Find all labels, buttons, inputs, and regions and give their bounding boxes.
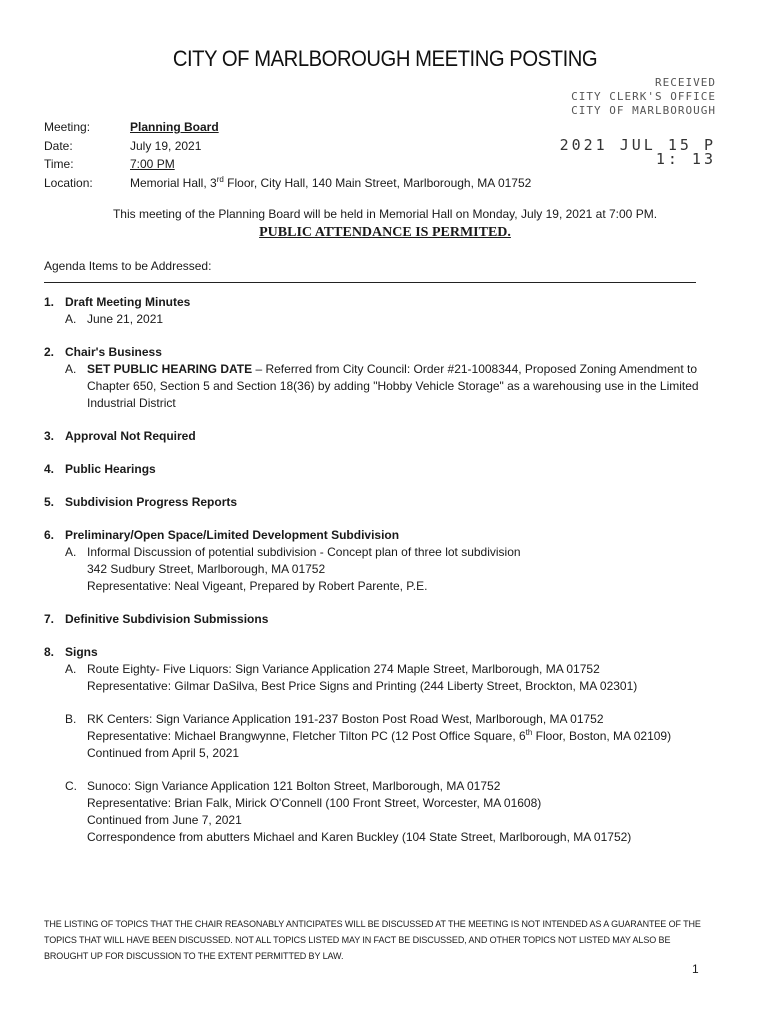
stamp-datetime: 2021 JUL 15 P 1: 13 <box>559 136 716 168</box>
item-number: 3. <box>44 429 55 443</box>
sub-item-bold: SET PUBLIC HEARING DATE <box>87 362 253 376</box>
time-value: 7:00 PM <box>130 157 175 171</box>
sub-item-line-end: Floor, Boston, MA 02109) <box>532 729 672 743</box>
sub-item-line: Continued from April 5, 2021 <box>87 746 240 760</box>
page-number: 1 <box>692 962 699 976</box>
item-number: 2. <box>44 345 55 359</box>
agenda-item-3 <box>44 428 714 445</box>
location-value <box>130 174 531 193</box>
item-number: 4. <box>44 462 55 476</box>
sub-item-line: Informal Discussion of potential subdivision - Concept plan of three lot subdivision <box>87 545 521 559</box>
agenda-item-2 <box>44 344 714 412</box>
item-number: 7. <box>44 612 55 626</box>
page-title: CITY OF MARLBOROUGH MEETING POSTING <box>172 46 598 71</box>
sub-item <box>65 711 714 762</box>
item-title: Definitive Subdivision Submissions <box>65 612 269 626</box>
sub-item-line: Continued from June 7, 2021 <box>87 813 242 827</box>
sub-item-line: Sunoco: Sign Variance Application 121 Bolton Street, Marlborough, MA 01752 <box>87 779 501 793</box>
agenda-item-6 <box>44 527 714 595</box>
agenda-heading: Agenda Items to be Addressed: <box>44 259 212 273</box>
item-number: 5. <box>44 495 55 509</box>
location-label: Location: <box>44 175 93 190</box>
sub-item-letter: A. <box>65 312 77 326</box>
item-number: 8. <box>44 645 55 659</box>
meeting-details <box>44 118 531 192</box>
time-row <box>44 155 531 174</box>
sub-item <box>65 778 714 846</box>
sub-item-line: Correspondence from abutters Michael and Karen Buckley (104 State Street, Marlborough, MA 01752) <box>87 830 632 844</box>
sub-item <box>65 311 714 328</box>
attendance-notice: PUBLIC ATTENDANCE IS PERMITED. <box>259 225 511 240</box>
sub-item <box>65 544 714 595</box>
sub-item-letter: A. <box>65 662 77 676</box>
sub-item <box>65 361 714 412</box>
stamp-line-city: CITY OF MARLBOROUGH <box>571 104 716 117</box>
item-title: Draft Meeting Minutes <box>65 295 191 309</box>
date-value: July 19, 2021 <box>130 138 202 153</box>
meeting-row <box>44 118 531 137</box>
sub-item-line: 342 Sudbury Street, Marlborough, MA 01752 <box>87 562 326 576</box>
item-title: Subdivision Progress Reports <box>65 495 238 509</box>
time-label: Time: <box>44 157 74 171</box>
sub-item-line: Route Eighty- Five Liquors: Sign Variance Application 274 Maple Street, Marlborough, MA 01752 <box>87 662 600 676</box>
sub-item-line: RK Centers: Sign Variance Application 191-237 Boston Post Road West, Marlborough, MA 01752 <box>87 712 604 726</box>
agenda-item-7 <box>44 611 714 628</box>
sub-item-line: Representative: Brian Falk, Mirick O'Connell (100 Front Street, Worcester, MA 01608) <box>87 796 542 810</box>
divider <box>44 282 696 283</box>
sub-item-letter: A. <box>65 545 77 559</box>
received-stamp <box>556 76 716 166</box>
location-text-end: Floor, City Hall, 140 Main Street, Marlborough, MA 01752 <box>223 175 532 190</box>
footer-disclaimer: THE LISTING OF TOPICS THAT THE CHAIR REASONABLY ANTICIPATES WILL BE DISCUSSED AT THE MEETING IS NOT INTENDED AS A GUARANTEE OF THE TOPICS THAT WILL HAVE BEEN DISCUSSED. NOT ALL TOPICS LISTED MAY IN FACT BE DISCUSSED, AND OTHER TOPICS NOT LISTED MAY ALSO BE BROUGHT UP FOR DISCUSSION TO THE EXTENT PERMITTED BY LAW. <box>44 919 701 961</box>
sub-item-letter: A. <box>65 362 77 376</box>
item-title: Signs <box>65 645 98 659</box>
item-title: Approval Not Required <box>65 429 196 443</box>
item-number: 1. <box>44 295 55 309</box>
meeting-value: Planning Board <box>130 120 219 134</box>
date-label: Date: <box>44 138 73 153</box>
location-ordinal: rd <box>216 174 224 184</box>
meeting-notice: This meeting of the Planning Board will be held in Memorial Hall on Monday, July 19, 2021 at 7:00 PM. <box>112 207 658 221</box>
agenda-item-5 <box>44 494 714 511</box>
meeting-label: Meeting: <box>44 120 91 134</box>
sub-item-line <box>87 728 714 745</box>
sub-item-line-start: Representative: Michael Brangwynne, Fletcher Tilton PC (12 Post Office Square, 6 <box>87 729 526 743</box>
stamp-line-received: RECEIVED <box>655 76 716 89</box>
agenda-item-4 <box>44 461 714 478</box>
item-title: Preliminary/Open Space/Limited Development Subdivision <box>65 528 400 542</box>
stamp-line-office: CITY CLERK'S OFFICE <box>571 90 716 103</box>
sub-item-rest: – Referred from City Council: Order #21-1008344, Proposed Zoning Amendment to Chapter 650, Section 5 and Section 18(36) by adding "Hobby Vehicle Storage" as a warehousing use in the Limited Industrial District <box>87 362 699 410</box>
item-title: Public Hearings <box>65 462 156 476</box>
agenda-item-1 <box>44 294 714 328</box>
sub-item <box>65 661 714 695</box>
sub-item-text <box>87 361 714 412</box>
date-row <box>44 137 531 156</box>
sub-item-letter: B. <box>65 712 77 726</box>
item-number: 6. <box>44 528 55 542</box>
agenda-list <box>44 294 714 862</box>
sub-item-text: June 21, 2021 <box>87 312 164 326</box>
location-text-start: Memorial Hall, 3 <box>130 175 217 190</box>
item-title: Chair's Business <box>65 345 162 359</box>
floor-ordinal: th <box>525 728 533 737</box>
location-row <box>44 174 531 193</box>
sub-item-line: Representative: Gilmar DaSilva, Best Price Signs and Printing (244 Liberty Street, Brockton, MA 02301) <box>87 679 638 693</box>
agenda-item-8 <box>44 644 714 846</box>
sub-item-letter: C. <box>65 779 77 793</box>
sub-item-line: Representative: Neal Vigeant, Prepared by Robert Parente, P.E. <box>87 579 428 593</box>
